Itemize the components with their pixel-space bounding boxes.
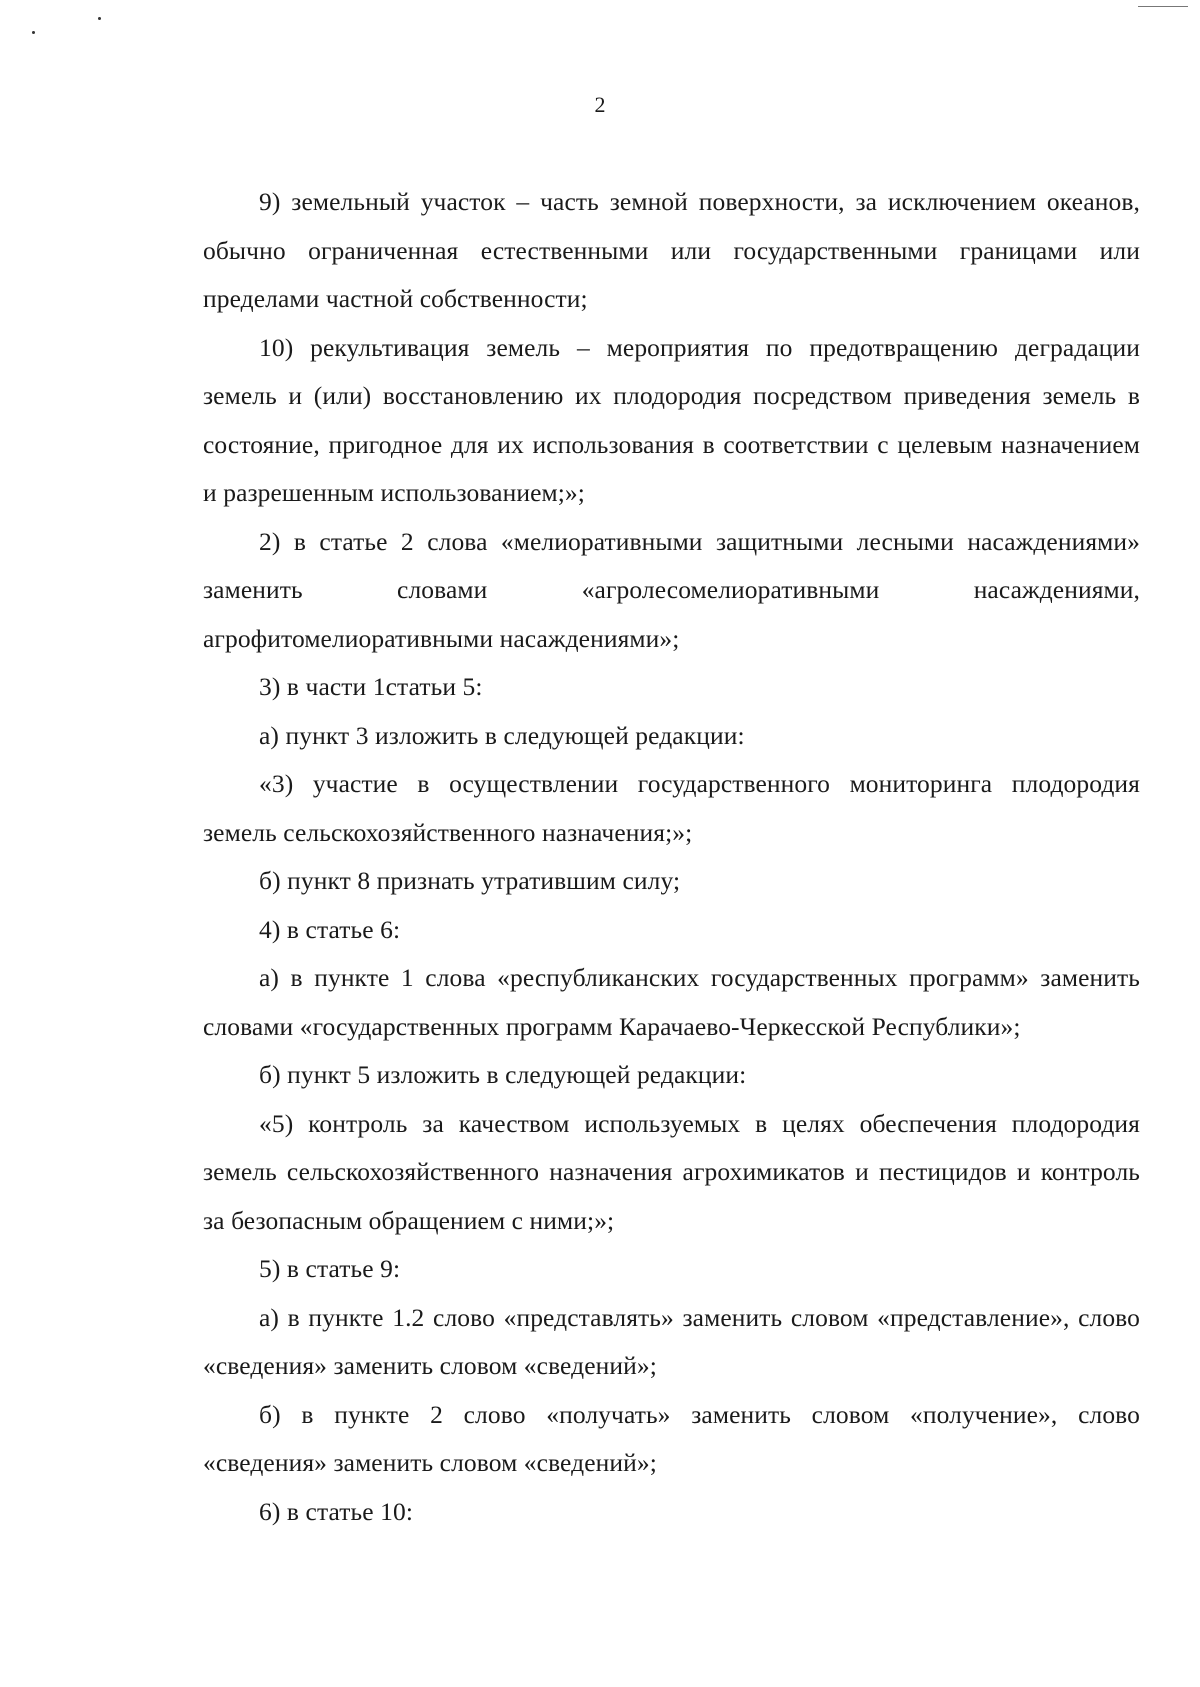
paragraph-subitem-a: а) в пункте 1 слова «республиканских государственных программ» заменить словами «государственных программ Карачаево-Черкесской Республики»; [203,963,1140,1041]
paragraph-amendment-4: 4) в статье 6: [259,914,401,944]
paragraph-quote-3: «3) участие в осуществлении государственного мониторинга плодородия земель сельскохозяйственного назначения;»; [203,769,1140,847]
paragraph-subitem-a: а) в пункте 1.2 слово «представлять» заменить словом «представление», слово «сведения» заменить словом «сведений»; [203,1302,1140,1380]
paragraph-subitem-b: б) пункт 8 признать утратившим силу; [259,866,681,895]
scan-edge-line [1138,6,1188,7]
scan-dot [98,17,101,20]
paragraph-item-10: 10) рекультивация земель – мероприятия по предотвращению деградации земель и (или) восстановлению их плодородия посредством приведения земель в состояние, пригодное для их использования в соответствии с целевым назначением и разрешенным использованием;»; [203,332,1140,507]
paragraph-amendment-5: 5) в статье 9: [259,1254,401,1283]
scan-dot [32,31,35,34]
paragraph-subitem-a: а) пункт 3 изложить в следующей редакции: [259,720,745,750]
paragraph-quote-5: «5) контроль за качеством используемых в целях обеспечения плодородия земель сельскохозяйственного назначения агрохимикатов и пестицидов и контроль за безопасным обращением с ними;»; [203,1108,1140,1235]
paragraph-amendment-2: 2) в статье 2 слова «мелиоративными защитными лесными насаждениями» заменить словами «агролесомелиоративными насаждениями, агрофитомелиоративными насаждениями»; [203,526,1140,653]
paragraph-subitem-b: б) в пункте 2 слово «получать» заменить словом «получение», слово «сведения» заменить словом «сведений»; [203,1399,1140,1477]
paragraph-amendment-6: 6) в статье 10: [259,1496,414,1526]
paragraph-amendment-3: 3) в части 1статьи 5: [259,672,483,701]
paragraph-item-9: 9) земельный участок – часть земной поверхности, за исключением океанов, обычно ограниченная естественными или государственными границами или пределами частной собственности; [203,187,1140,313]
document-body [203,178,1140,1536]
page-number: 2 [594,92,606,117]
paragraph-subitem-b: б) пункт 5 изложить в следующей редакции: [259,1060,747,1089]
